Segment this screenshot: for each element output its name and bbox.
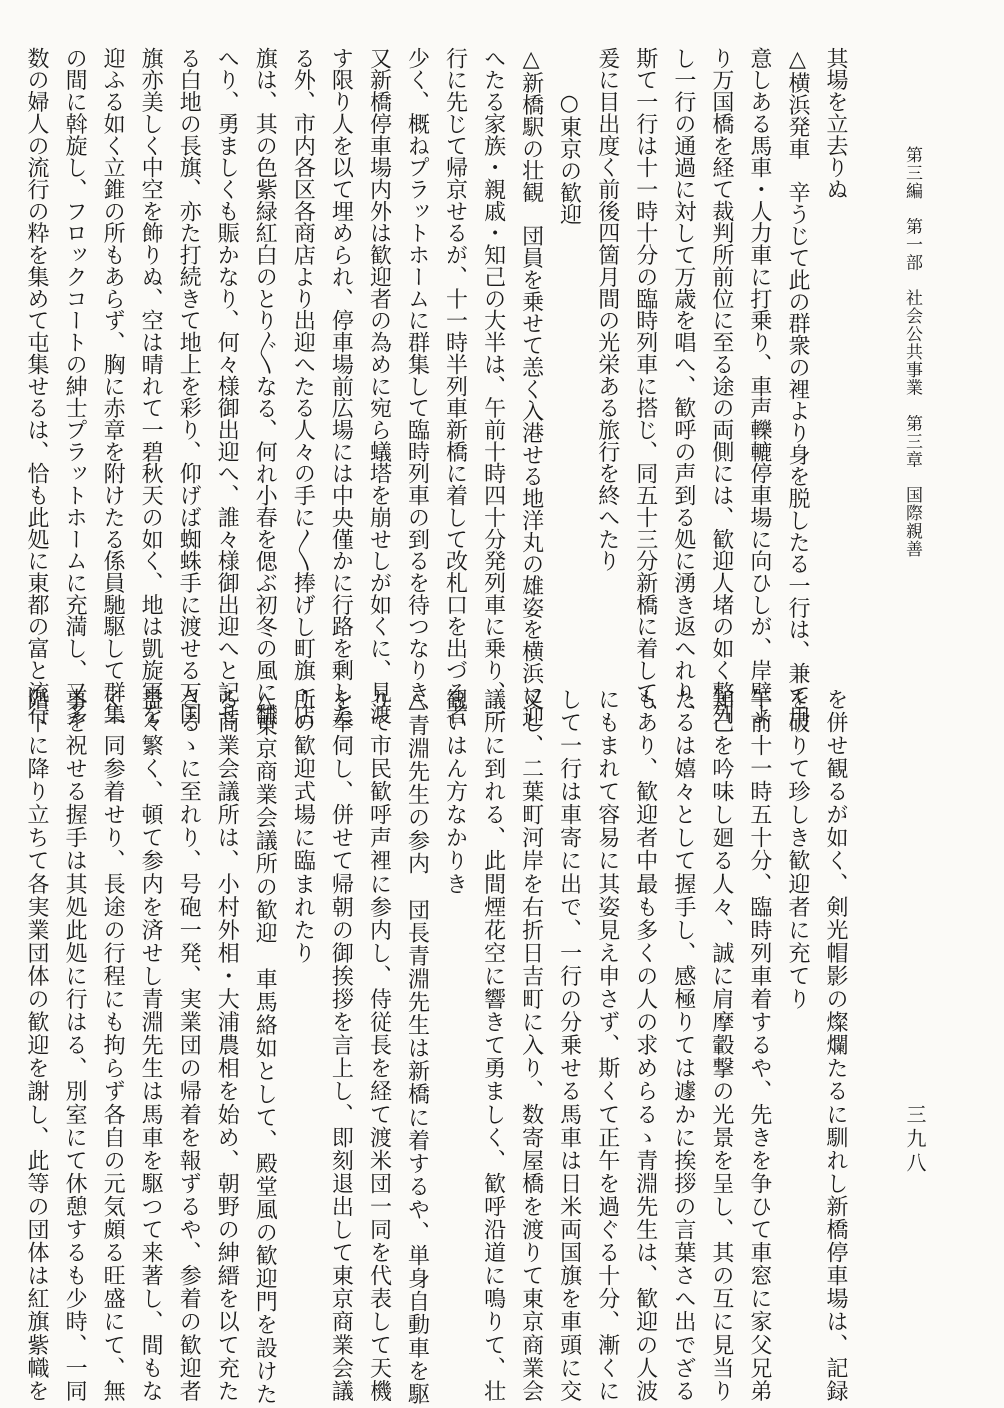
lower-text-block: [24, 688, 854, 1406]
text-line: 階下に降り立ちて各実業団体の歓迎を謝し、此等の団体は紅旗紫幟を: [24, 688, 50, 1403]
text-line: の間に斡旋し、フロックコートの紳士プラットホームに充満し、又多: [62, 47, 88, 725]
text-line: 爰に目出度く前後四箇月間の光栄ある旅行を終へたり: [594, 47, 620, 572]
text-line: 少く、概ねプラットホームに群集して臨時列車の到るを待つなりき、: [404, 47, 430, 725]
text-line: る白地の長旗、亦た打続きて地上を彩り、仰げば蜘蛛手に渡せる万国: [176, 47, 202, 725]
text-line: にもまれて容易に其姿見え申さず、斯くて正午を過ぐる十分、漸くに: [594, 688, 620, 1403]
page-number: 三九八: [903, 1104, 927, 1176]
text-line: 事を祝せる握手は其処此処に行はる、別室にて休憩するも少時、一同: [62, 688, 88, 1403]
text-line: 議所に到れる、此間煙花空に響きて勇ましく、歓呼沿道に鳴りて、壮: [480, 688, 506, 1403]
text-line: 行に先じて帰京せるが、十一時半列車新橋に着して改札口を出づる者: [442, 47, 468, 725]
text-line: もあり、歓迎者中最も多くの人の求めらるゝ青淵先生は、歓迎の人波: [632, 688, 658, 1403]
text-line: を破りて珍しき歓迎者に充てり: [784, 688, 810, 1011]
text-line: を併せ観るが如く、剣光帽影の燦爛たるに馴れし新橋停車場は、記録: [823, 688, 848, 1403]
text-line: △横浜発車 辛うじて此の群衆の裡より身を脱したる一行は、兼て用: [784, 47, 810, 728]
text-line: る外、市内各区各商店より出迎へたる人々の手に〳〵捧げし町旗・店: [290, 47, 316, 725]
text-line: 数の婦人の流行の粋を集めて屯集せるは、恰も此処に東都の富と流行: [24, 47, 50, 725]
text-line: して一行は車寄に出で、一行の分乗せる馬車は日米両国旗を車頭に交: [556, 688, 582, 1403]
text-line: へり、勇ましくも賑かなり、何々様御出迎へ、誰々様御出迎へと記せ: [214, 47, 240, 725]
text-line: 叉し、二葉町河岸を右折日吉町に入り、数寄屋橋を渡りて東京商業会: [518, 688, 544, 1403]
text-line: へたる家族・親戚・知己の大半は、午前十時四十分発列車に乗り、一: [480, 47, 506, 725]
section-heading: ○東京の歓迎: [556, 91, 582, 226]
text-line: 其場を立去りぬ: [823, 47, 848, 201]
text-line: り万国橋を経て裁判所前位に至る途の両側には、歓迎人堵の如く整列: [708, 47, 734, 725]
text-line: △青淵先生の参内 団長青淵先生は新橋に着するや、単身自動車を駆: [404, 688, 430, 1406]
text-line: 所の歓迎式場に臨まれたり: [290, 688, 316, 965]
text-line: く一同参着せり、長途の行程にも拘らず各自の元気頗る旺盛にて、無: [100, 688, 126, 1403]
text-line: 知己を吟味し廻る人々、誠に肩摩轂撃の光景を呈し、其の互に見当り: [708, 688, 734, 1403]
text-line: 又新橋停車場内外は歓迎者の為めに宛ら蟻塔を崩せしが如くに、見渡: [366, 47, 392, 725]
text-line: 旗は、其の色紫緑紅白のとり〴〵なる、何れ小春を偲ぶ初冬の風に飜: [252, 47, 278, 725]
text-line: りて市民歓呼声裡に参内し、侍従長を経て渡米団一同を代表して天機: [366, 688, 392, 1403]
upper-text-block: [24, 47, 854, 728]
text-line: 観いはん方なかりき: [442, 688, 468, 896]
text-line: 意しある馬車・人力車に打乗り、車声轢轆停車場に向ひしが、岸壁よ: [746, 47, 772, 725]
text-line: し一行の通過に対して万歳を唱へ、歓呼の声到る処に湧き返へれり、: [670, 47, 696, 725]
text-line: る商業会議所は、小村外相・大浦農相を始め、朝野の紳縉を以て充た: [214, 688, 240, 1403]
text-line: 迎ふる如く立錐の所もあらず、胸に赤章を附けたる係員馳駆して群集: [100, 47, 126, 725]
text-line: △新橋駅の壮観 団員を乗せて恙く入港せる地洋丸の雄姿を横浜に迎: [518, 47, 544, 728]
text-line: 旗亦美しく中空を飾りぬ、空は晴れて一碧秋天の如く、地は凱旋軍を: [138, 47, 164, 725]
text-line: △東京商業会議所の歓迎 車馬絡如として、殿堂風の歓迎門を設けた: [252, 688, 278, 1406]
text-line: 午前十一時五十分、臨時列車着するや、先きを争ひて車窓に家父兄弟: [746, 688, 772, 1403]
text-line: たるは嬉々として握手し、感極りては遽かに挨拶の言葉さへ出でざる: [670, 688, 696, 1403]
text-line: を奉伺し、併せて帰朝の御挨拶を言上し、即刻退出して東京商業会議: [328, 688, 354, 1403]
text-line: 斯て一行は十一時十分の臨時列車に搭じ、同五十三分新橋に着して、: [632, 47, 658, 725]
text-line: さるゝに至れり、号砲一発、実業団の帰着を報ずるや、参着の歓迎者: [176, 688, 202, 1403]
running-header: 第三編 第一部 社会公共事業 第三章 国際親善: [902, 146, 922, 558]
text-line: 益々繁く、頓て参内を済せし青淵先生は馬車を駆つて来著し、間もな: [138, 688, 164, 1403]
text-line: す限り人を以て埋められ、停車場前広場には中央僅かに行路を剰した: [328, 47, 354, 725]
